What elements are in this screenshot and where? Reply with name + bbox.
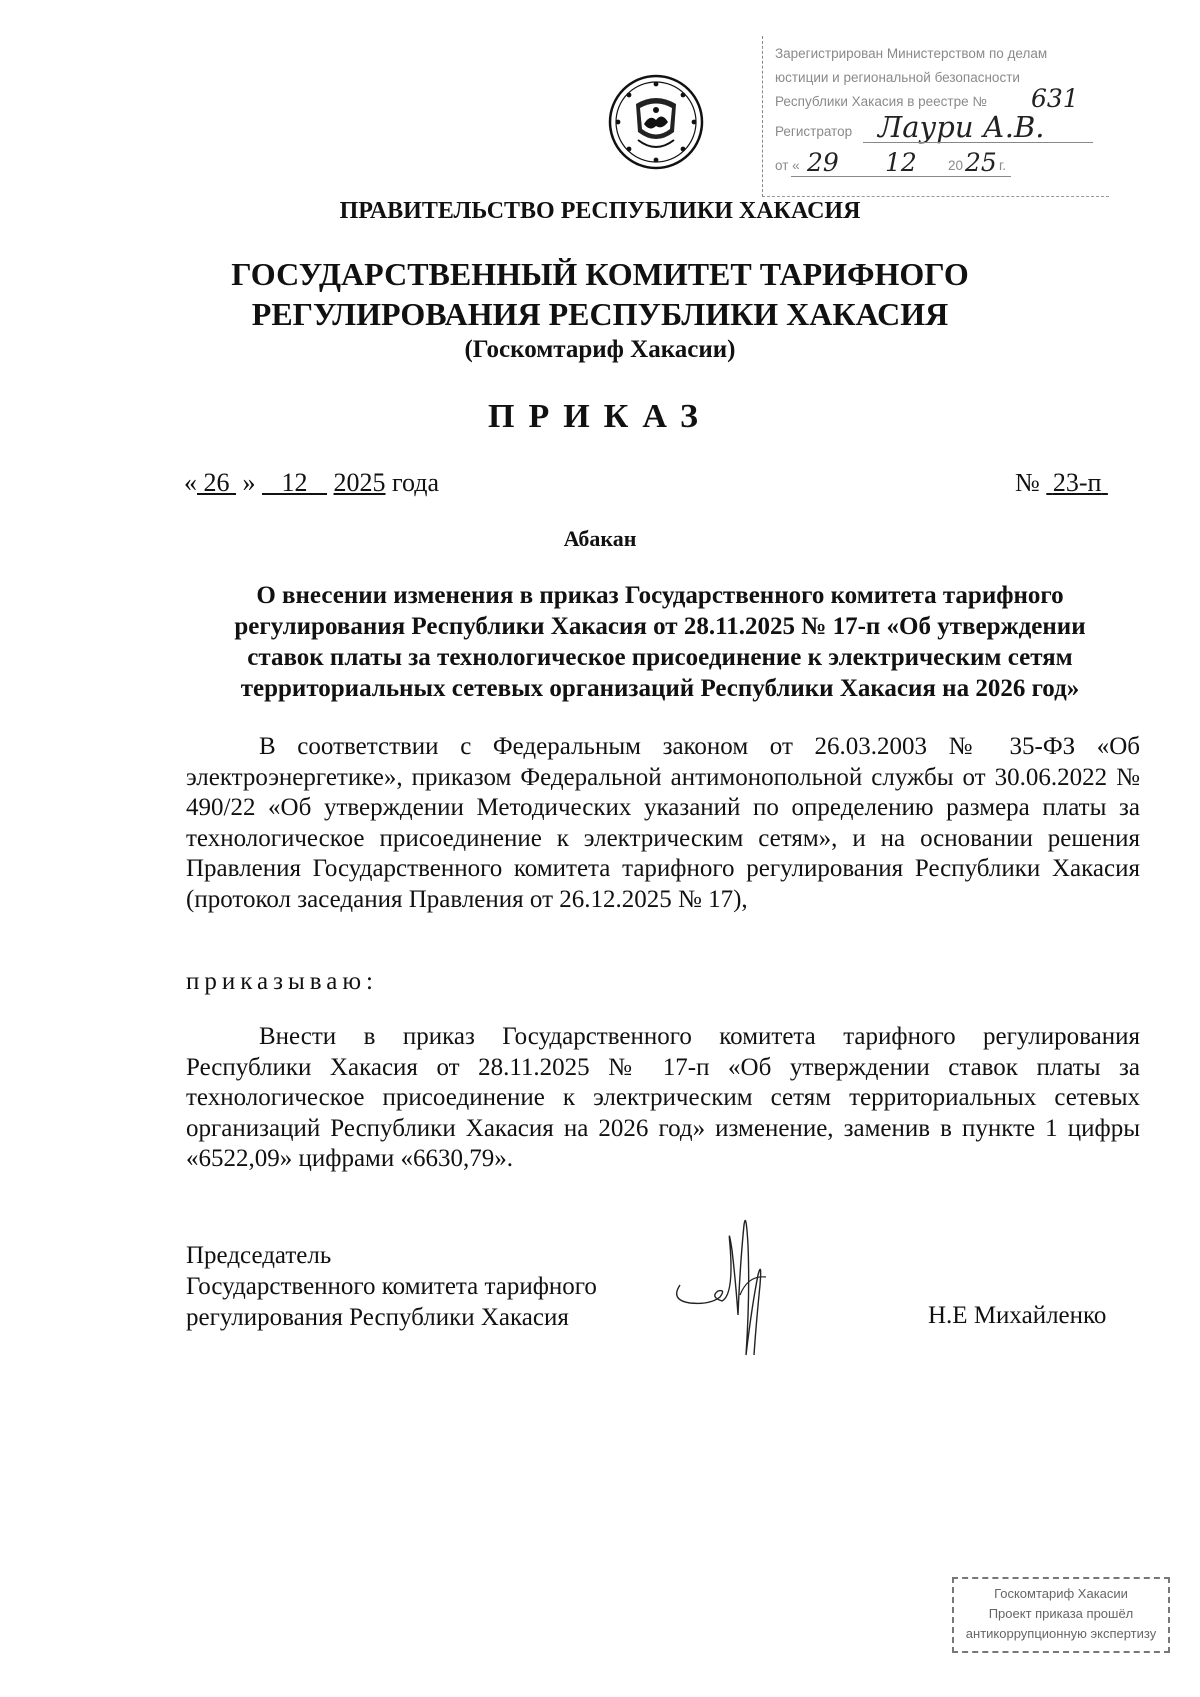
signer-position-line1: Председатель [186,1242,332,1269]
expertise-stamp-line1: Госкомтариф Хакасии [994,1586,1128,1601]
city: Абакан [563,526,637,551]
title-line: территориальных сетевых организаций Республики Хакасия на 2026 год» [240,675,1080,702]
reg-stamp-line3: Республики Хакасия в реестре № [775,94,987,109]
title-line: ставок платы за технологическое присоединение к электрическим сетям [247,644,1073,671]
reg-year-end: г. [999,158,1007,173]
reg-year-suffix: 25 [965,148,997,177]
date-suffix: года [392,468,440,497]
signer-position-line2: Государственного комитета тарифного [186,1273,597,1300]
committee-heading-line1: ГОСУДАРСТВЕННЫЙ КОМИТЕТ ТАРИФНОГО [231,256,969,292]
number-value: 23-п [1052,468,1102,497]
expertise-stamp-line3: антикоррупционную экспертизу [965,1626,1157,1641]
reg-day: 29 [807,148,839,177]
anticorruption-expertise-stamp [952,1577,1170,1653]
committee-short-name: (Госкомтариф Хакасии) [464,336,736,363]
date-month: 12 [281,468,308,497]
order-number [1015,468,1108,498]
reg-month: 12 [885,148,917,177]
signer-name: Н.Е Михайленко [928,1302,1107,1329]
orders-word: приказываю: [186,968,378,995]
reg-stamp-date-label: от « [775,158,800,173]
date-year: 2025 [333,468,386,497]
government-heading: ПРАВИТЕЛЬСТВО РЕСПУБЛИКИ ХАКАСИЯ [339,198,861,224]
coat-of-arms-emblem [608,74,704,170]
committee-heading-line2: РЕГУЛИРОВАНИЯ РЕСПУБЛИКИ ХАКАСИЯ [251,296,949,332]
preamble-paragraph: В соответствии с Федеральным законом от 26.03.2003 № 35-ФЗ «Об электроэнергетике», приказом Федеральной антимонопольной службы от 30.06.2022 № 490/22 «Об утверждении Методических указаний по определению размера платы за технологическое присоединение к электрическим сетям», и на основании решения Правления Государственного комитета тарифного регулирования Республики Хакасия (протокол заседания Правления от 26.12.2025 № 17), [186,733,1140,913]
reg-stamp-line2: юстиции и региональной безопасности [775,70,1020,85]
title-line: О внесении изменения в приказ Государственного комитета тарифного [256,582,1064,609]
order-title [180,580,1140,704]
expertise-stamp-line2: Проект приказа прошёл [988,1606,1134,1621]
date-day: 26 [203,468,230,497]
reg-stamp-registrar-label: Регистратор [775,124,853,139]
title-line: регулирования Республики Хакасия от 28.11.2025 № 17-п «Об утверждении [234,613,1086,640]
number-label: № [1015,468,1040,497]
date-close-quote: » [242,468,256,497]
order-date [184,468,439,498]
reg-year-prefix: 20 [948,158,964,173]
signature-block [186,1240,597,1333]
registration-stamp [762,36,1109,197]
document-type-heading: ПРИКАЗ [488,398,712,435]
registrar-signature: Лаури А.В. [878,110,1045,144]
signer-position-line3: регулирования Республики Хакасия [186,1304,569,1331]
reg-number: 631 [1031,84,1079,113]
order-paragraph: Внести в приказ Государственного комитета тарифного регулирования Республики Хакасия от 28.11.2025 № 17-п «Об утверждении ставок платы за технологическое присоединение к электрическим сетям территориальных сетевых организаций Республики Хакасия на 2026 год» изменение, заменив в пункте 1 цифры «6522,09» цифрами «6630,79». [186,1023,1140,1172]
date-open-quote: « [184,468,197,497]
handwritten-signature [670,1205,830,1360]
reg-stamp-line1: Зарегистрирован Министерством по делам [775,46,1048,61]
